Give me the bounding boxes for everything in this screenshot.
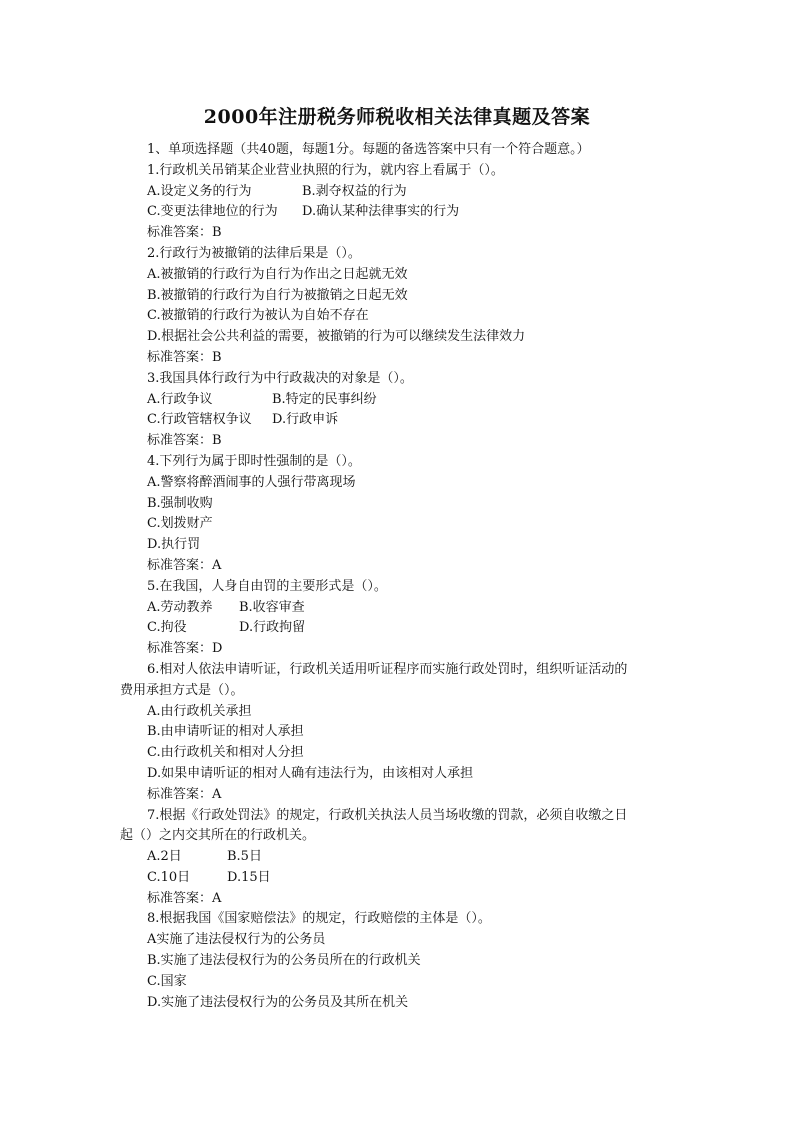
question-6-option-c: C.由行政机关和相对人分担 <box>147 745 304 761</box>
question-8-option-a: A实施了违法侵权行为的公务员 <box>147 932 326 948</box>
question-1-option-d: D.确认某种法律事实的行为 <box>302 204 460 220</box>
question-3-option-d: D.行政申诉 <box>272 412 339 428</box>
question-6-stem-line-1: 6.相对人依法申请听证，行政机关适用听证程序而实施行政处罚时，组织听证活动的 <box>147 661 628 677</box>
question-1-option-a: A.设定义务的行为 <box>147 183 252 199</box>
question-4-option-a: A.警察将醉酒闹事的人强行带离现场 <box>147 474 356 490</box>
question-1-option-c: C.变更法律地位的行为 <box>147 204 278 220</box>
question-7-stem-line-1: 7.根据《行政处罚法》的规定，行政机关执法人员当场收缴的罚款，必须自收缴之日 <box>147 807 628 823</box>
question-4-option-d: D.执行罚 <box>147 537 201 553</box>
question-3-option-c: C.行政管辖权争议 <box>147 412 252 428</box>
question-8-option-d: D.实施了违法侵权行为的公务员及其所在机关 <box>147 994 409 1010</box>
document-title: 2000年注册税务师税收相关法律真题及答案 <box>203 106 591 128</box>
question-2-stem: 2.行政行为被撤销的法律后果是（）。 <box>147 245 361 261</box>
question-7-option-c: C.10日 <box>147 869 191 885</box>
question-2-option-a: A.被撤销的行政行为自行为作出之日起就无效 <box>147 266 408 282</box>
question-3-stem: 3.我国具体行政行为中行政裁决的对象是（）。 <box>147 370 413 386</box>
question-8-stem: 8.根据我国《国家赔偿法》的规定，行政赔偿的主体是（）。 <box>147 911 491 927</box>
question-1-option-b: B.剥夺权益的行为 <box>302 183 407 199</box>
question-5-stem: 5.在我国，人身自由罚的主要形式是（）。 <box>147 578 387 594</box>
question-2-option-b: B.被撤销的行政行为自行为被撤销之日起无效 <box>147 287 408 303</box>
question-7-answer: 标准答案：A <box>147 890 222 906</box>
question-6-answer: 标准答案：A <box>147 786 222 802</box>
question-2-option-d: D.根据社会公共利益的需要，被撤销的行为可以继续发生法律效力 <box>147 329 526 345</box>
question-4-option-c: C.划拨财产 <box>147 516 213 532</box>
question-3-options-row-2 <box>120 410 680 431</box>
question-8-option-b: B.实施了违法侵权行为的公务员所在的行政机关 <box>147 953 421 969</box>
question-1-answer: 标准答案：B <box>147 225 222 241</box>
question-5-options-row-2 <box>120 618 680 639</box>
question-2-answer: 标准答案：B <box>147 349 222 365</box>
question-5-option-d: D.行政拘留 <box>239 620 306 636</box>
question-7-option-d: D.15日 <box>227 869 271 885</box>
question-7-stem-line-2: 起（）之内交其所在的行政机关。 <box>120 828 316 844</box>
question-5-options-row-1 <box>120 598 680 619</box>
question-4-answer: 标准答案：A <box>147 557 222 573</box>
question-3-options-row-1 <box>120 390 680 411</box>
document-body <box>120 140 680 1013</box>
question-7-options-row-2 <box>120 868 680 889</box>
question-3-option-b: B.特定的民事纠纷 <box>272 391 377 407</box>
question-6-option-d: D.如果申请听证的相对人确有违法行为，由该相对人承担 <box>147 765 474 781</box>
question-5-option-c: C.拘役 <box>147 620 187 636</box>
question-1-stem: 1.行政机关吊销某企业营业执照的行为，就内容上看属于（）。 <box>147 162 504 178</box>
question-4-option-b: B.强制收购 <box>147 495 213 511</box>
question-5-answer: 标准答案：D <box>147 641 223 657</box>
question-1-options-row-2 <box>120 202 680 223</box>
question-5-option-b: B.收容审查 <box>239 599 305 615</box>
question-7-options-row-1 <box>120 847 680 868</box>
question-8-option-c: C.国家 <box>147 973 187 989</box>
question-6-option-a: A.由行政机关承担 <box>147 703 252 719</box>
question-6-stem-line-2: 费用承担方式是（）。 <box>120 682 244 698</box>
question-3-option-a: A.行政争议 <box>147 391 213 407</box>
section-heading: 1、单项选择题（共40题，每题1分。每题的备选答案中只有一个符合题意。） <box>147 142 590 157</box>
question-7-option-b: B.5日 <box>227 849 262 865</box>
question-2-option-c: C.被撤销的行政行为被认为自始不存在 <box>147 308 369 324</box>
question-3-answer: 标准答案：B <box>147 433 222 449</box>
question-4-stem: 4.下列行为属于即时性强制的是（）。 <box>147 453 361 469</box>
question-6-option-b: B.由申请听证的相对人承担 <box>147 724 304 740</box>
question-5-option-a: A.劳动教养 <box>147 599 213 615</box>
question-7-option-a: A.2日 <box>147 849 182 865</box>
question-1-options-row-1 <box>120 182 680 203</box>
